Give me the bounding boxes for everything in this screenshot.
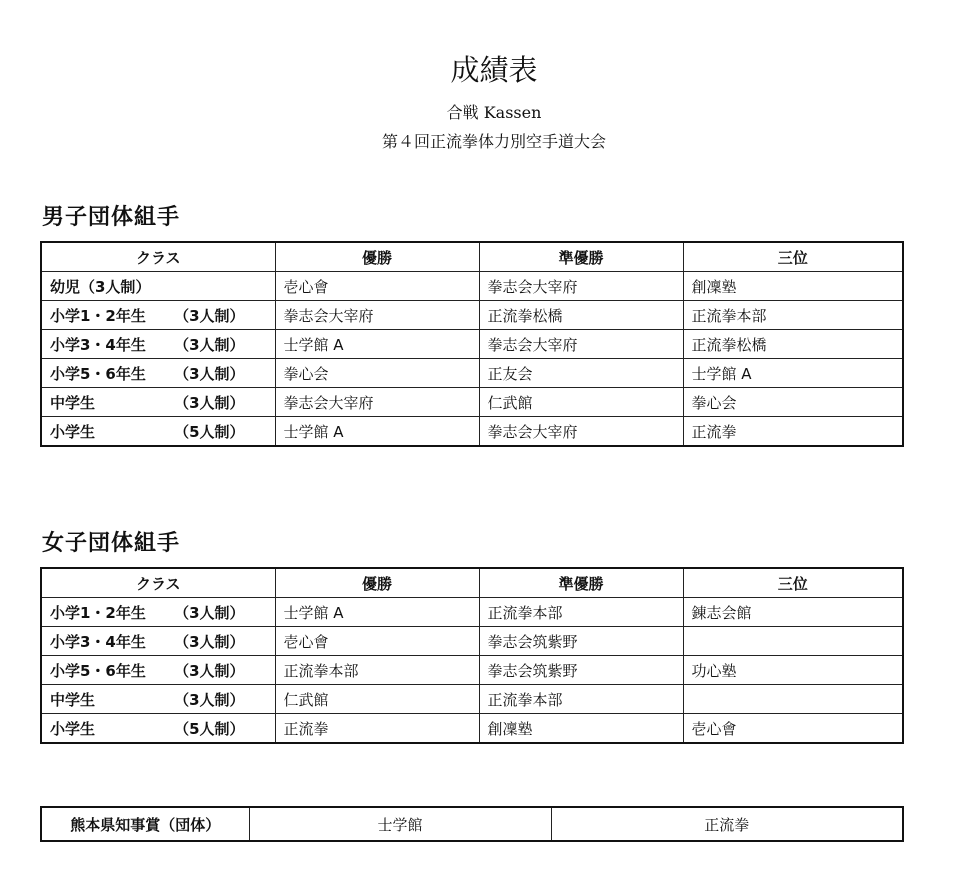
third-place-cell: 拳心会	[683, 388, 903, 417]
class-name: 小学5・6年生	[50, 364, 146, 383]
third-place-cell	[683, 627, 903, 656]
table-row	[41, 417, 903, 447]
class-name: 小学3・4年生	[50, 335, 146, 354]
class-format: （3人制）	[174, 603, 245, 622]
award-label: 熊本県知事賞（団体）	[41, 807, 249, 841]
third-place-cell: 士学館 A	[683, 359, 903, 388]
table-row	[41, 388, 903, 417]
second-place-cell: 拳志会筑紫野	[479, 627, 683, 656]
table-row	[41, 359, 903, 388]
first-place-cell: 正流拳	[275, 714, 479, 744]
table-row	[41, 656, 903, 685]
men-team-kumite-heading: 男子団体組手	[42, 205, 181, 230]
class-format: （3人制）	[174, 306, 245, 325]
class-format: （3人制）	[174, 632, 245, 651]
first-place-cell: 士学館 A	[275, 330, 479, 359]
class-name: 幼児（3人制）	[50, 277, 151, 296]
table-header-row	[41, 242, 903, 272]
class-cell	[41, 627, 275, 656]
first-place-cell: 士学館 A	[275, 417, 479, 447]
class-cell	[41, 272, 275, 301]
class-cell	[41, 388, 275, 417]
second-place-cell: 拳志会大宰府	[479, 417, 683, 447]
class-cell	[41, 714, 275, 744]
class-name: 小学生	[50, 422, 96, 441]
class-cell	[41, 417, 275, 447]
second-place-cell: 仁武館	[479, 388, 683, 417]
second-place-cell: 正流拳本部	[479, 598, 683, 627]
table-row	[41, 685, 903, 714]
table-row	[41, 714, 903, 744]
first-place-cell: 正流拳本部	[275, 656, 479, 685]
third-place-cell: 創凜塾	[683, 272, 903, 301]
class-format: （5人制）	[174, 422, 245, 441]
table-row	[41, 598, 903, 627]
third-place-cell	[683, 685, 903, 714]
column-header-first: 優勝	[275, 242, 479, 272]
men-results-table	[40, 241, 904, 447]
class-format: （3人制）	[174, 393, 245, 412]
column-header-first: 優勝	[275, 568, 479, 598]
table-header-row	[41, 568, 903, 598]
award-row	[41, 807, 903, 841]
column-header-third: 三位	[683, 568, 903, 598]
class-cell	[41, 685, 275, 714]
first-place-cell: 壱心會	[275, 272, 479, 301]
first-place-cell: 拳志会大宰府	[275, 388, 479, 417]
women-results-table	[40, 567, 904, 744]
class-cell	[41, 598, 275, 627]
class-format: （3人制）	[174, 690, 245, 709]
class-format: （3人制）	[174, 364, 245, 383]
first-place-cell: 仁武館	[275, 685, 479, 714]
class-cell	[41, 656, 275, 685]
class-name: 小学5・6年生	[50, 661, 146, 680]
class-name: 小学1・2年生	[50, 306, 146, 325]
first-place-cell: 拳志会大宰府	[275, 301, 479, 330]
first-place-cell: 士学館 A	[275, 598, 479, 627]
column-header-second: 準優勝	[479, 568, 683, 598]
first-place-cell: 拳心会	[275, 359, 479, 388]
second-place-cell: 正流拳松橋	[479, 301, 683, 330]
award-winner: 士学館	[249, 807, 551, 841]
second-place-cell: 正流拳本部	[479, 685, 683, 714]
class-name: 中学生	[50, 690, 96, 709]
third-place-cell: 正流拳本部	[683, 301, 903, 330]
third-place-cell: 壱心會	[683, 714, 903, 744]
third-place-cell: 正流拳松橋	[683, 330, 903, 359]
third-place-cell: 正流拳	[683, 417, 903, 447]
second-place-cell: 拳志会筑紫野	[479, 656, 683, 685]
table-row	[41, 272, 903, 301]
column-header-third: 三位	[683, 242, 903, 272]
women-team-kumite-heading: 女子団体組手	[42, 531, 181, 556]
class-name: 中学生	[50, 393, 96, 412]
class-cell	[41, 330, 275, 359]
class-format: （3人制）	[174, 661, 245, 680]
class-format: （5人制）	[174, 719, 245, 738]
table-row	[41, 627, 903, 656]
class-format: （3人制）	[174, 335, 245, 354]
second-place-cell: 拳志会大宰府	[479, 272, 683, 301]
first-place-cell: 壱心會	[275, 627, 479, 656]
class-cell	[41, 301, 275, 330]
page-title: 成績表	[450, 53, 538, 87]
event-name: 合戦 Kassen	[446, 103, 542, 122]
column-header-second: 準優勝	[479, 242, 683, 272]
class-name: 小学3・4年生	[50, 632, 146, 651]
column-header-class: クラス	[41, 242, 275, 272]
second-place-cell: 創凜塾	[479, 714, 683, 744]
table-row	[41, 301, 903, 330]
table-row	[41, 330, 903, 359]
second-place-cell: 正友会	[479, 359, 683, 388]
class-name: 小学1・2年生	[50, 603, 146, 622]
tournament-name: 第４回正流拳体力別空手道大会	[381, 132, 606, 151]
governor-award-table	[40, 806, 904, 842]
second-place-cell: 拳志会大宰府	[479, 330, 683, 359]
class-cell	[41, 359, 275, 388]
third-place-cell: 錬志会館	[683, 598, 903, 627]
third-place-cell: 功心塾	[683, 656, 903, 685]
award-winner: 正流拳	[551, 807, 903, 841]
column-header-class: クラス	[41, 568, 275, 598]
class-name: 小学生	[50, 719, 96, 738]
